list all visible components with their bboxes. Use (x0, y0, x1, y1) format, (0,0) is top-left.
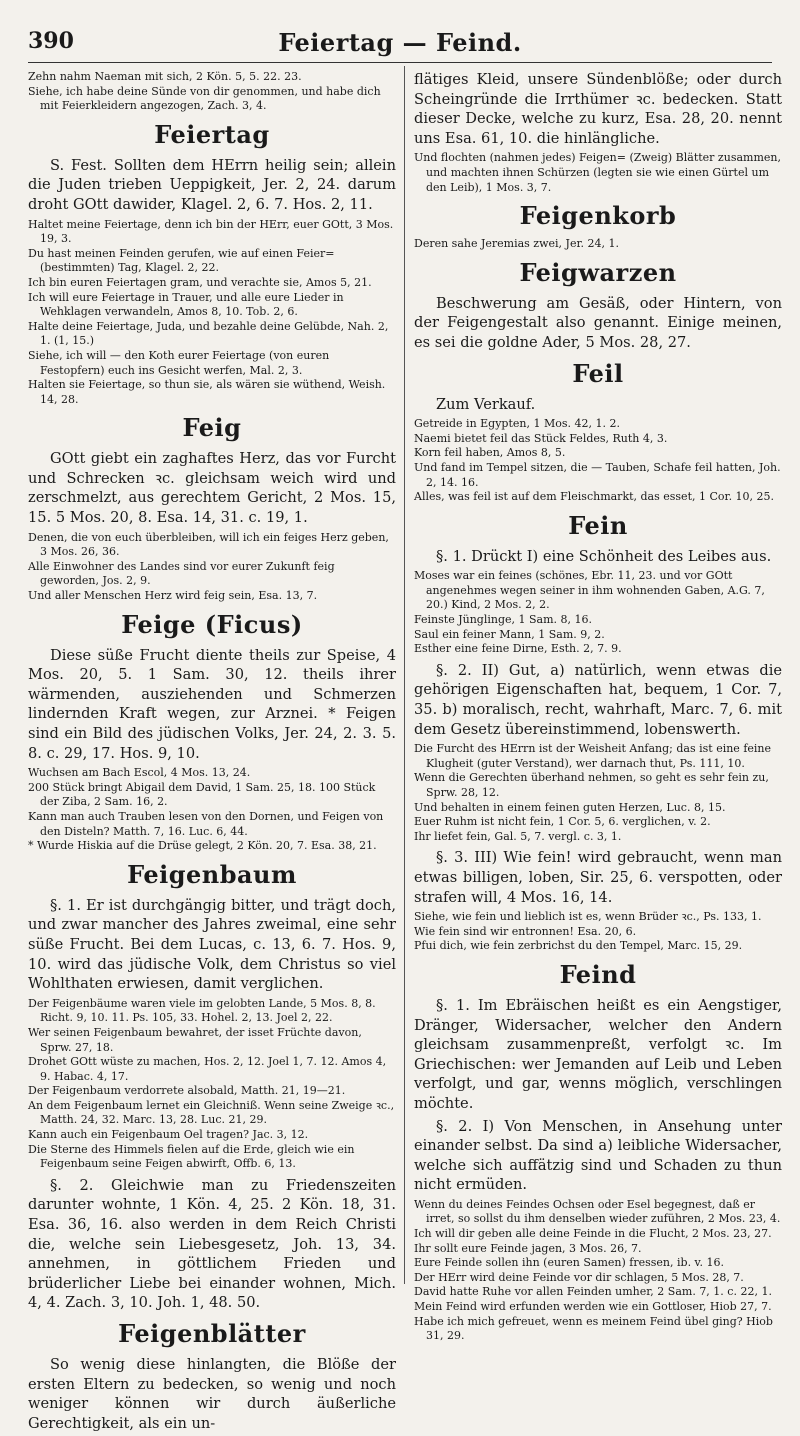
citation-line: Kann auch ein Feigenbaum Oel tragen? Jac. 3, 12. (28, 1128, 309, 1142)
citation-line: 200 Stück bringt Abigail dem David, 1 Sam. 25, 18. 100 Stück der Ziba, 2 Sam. 16, 2. (28, 780, 376, 809)
citation-line: Der Feigenbäume waren viele im gelobten Lande, 5 Mos. 8, 8. Richt. 9, 10. 11. Ps. 105, 33. Hohel. 2, 13. Joel 2, 22. (28, 996, 376, 1025)
citation-line: Drohet GOtt wüste zu machen, Hos. 2, 12. Joel 1, 7. 12. Amos 4, 9. Habac. 4, 17. (28, 1055, 387, 1083)
citation-line: Ich will dir geben alle deine Feinde in die Flucht, 2 Mos. 23, 27. (414, 1227, 772, 1241)
entry-paragraph: §. 3. III) Wie fein! wird gebraucht, wenn man etwas billigen, loben, Sir. 25, 6. verspotten, oder strafen will, 4 Mos. 16, 14. (414, 849, 782, 906)
citation-line: Und fand im Tempel sitzen, die — Tauben, Schafe feil hatten, Joh. 2, 14. 16. (414, 460, 781, 489)
entry-paragraph: §. 2. I) Von Menschen, in Ansehung unter einander selbst. Da sind a) leibliche Widersacher, welche sich auffätzig sind und Schaden zu thun nicht ermüden. (414, 1117, 782, 1194)
column-divider (404, 66, 405, 1284)
entry-heading: Feigwarzen (519, 257, 677, 287)
citation-line: Die Sterne des Himmels fielen auf die Erde, gleich wie ein Feigenbaum seine Feigen abwirft, Offb. 6, 13. (28, 1142, 355, 1171)
entry-paragraph: Zum Verkauf. (436, 395, 536, 413)
citation-line: Saul ein feiner Mann, 1 Sam. 9, 2. (414, 627, 605, 641)
citation-line: Wenn die Gerechten überhand nehmen, so geht es sehr fein zu, Sprw. 28, 12. (414, 771, 769, 799)
entry-heading: Feige (Ficus) (121, 609, 303, 639)
citation-line: Getreide in Egypten, 1 Mos. 42, 1. 2. (414, 417, 620, 431)
citation-line: An dem Feigenbaum lernet ein Gleichniß. Wenn seine Zweige ꝛc., Matth. 24, 32. Marc. 13, 28. Luc. 21, 29. (28, 1098, 395, 1127)
citation-line: Ich will eure Feiertage in Trauer, und alle eure Lieder in Wehklagen verwandeln, Amos 8, 10. Tob. 2, 6. (28, 290, 344, 319)
citation-line: Kann man auch Trauben lesen von den Dornen, und Feigen von den Disteln? Matth. 7, 16. Luc. 6, 44. (28, 809, 384, 838)
citation-line: Halten sie Feiertage, so thun sie, als wären sie wüthend, Weish. 14, 28. (28, 378, 386, 406)
entry-paragraph: §. 2. Gleichwie man zu Friedenszeiten darunter wohnte, 1 Kön. 4, 25. 2 Kön. 18, 31. Esa. 36, 16. also werden in dem Reich Christi die, welche sein Liebesgesetz, Joh. 13, 34. annehmen, in göttlichem Frieden und brüderlicher Liebe bei einander wohnen, Mich. 4, 4. Zach. 3, 10. Joh. 1, 48. 50. (28, 1176, 396, 1312)
right-column (414, 70, 782, 1344)
header-rule (28, 62, 772, 63)
entry-heading: Feiertag (154, 119, 270, 149)
citation-line: Moses war ein feines (schönes, Ebr. 11, 23. und vor GOtt angenehmes wegen seiner in ihm wohnenden Gaben, A.G. 7, 20.) Kind, 2 Mos. 2, 2. (414, 569, 765, 612)
citation-line: Du hast meinen Feinden gerufen, wie auf einen Feier= (bestimmten) Tag, Klagel. 2, 22. (28, 246, 335, 275)
citation-line: Siehe, wie fein und lieblich ist es, wenn Brüder ꝛc., Ps. 133, 1. (414, 910, 762, 924)
citation-line: Der HErr wird deine Feinde vor dir schlagen, 5 Mos. 28, 7. (414, 1270, 744, 1284)
citation-line: Halte deine Feiertage, Juda, und bezahle deine Gelübde, Nah. 2, 1. (1, 15.) (28, 319, 389, 348)
citation-line: Siehe, ich habe deine Sünde von dir genommen, und habe dich mit Feierkleidern angezogen, Zach. 3, 4. (28, 84, 381, 113)
entry-paragraph: S. Fest. Sollten dem HErrn heilig sein; allein die Juden trieben Ueppigkeit, Jer. 2, 24. darum droht GOtt dawider, Klagel. 2, 6. 7. Hos. 2, 11. (28, 156, 396, 213)
entry-paragraph: Beschwerung am Gesäß, oder Hintern, von der Feigengestalt also genannt. Einige meinen, es sei die goldne Ader, 5 Mos. 28, 27. (414, 294, 782, 351)
entry-paragraph: Diese süße Frucht diente theils zur Speise, 4 Mos. 20, 5. 1 Sam. 30, 12. theils ihrer wärmenden, ausziehenden und Schmerzen lindernden Kraft wegen, zur Arznei. * Feigen sind ein Bild des jüdischen Volks, Jer. 24, 2. 3. 5. 8. c. 29, 17. Hos. 9, 10. (28, 646, 396, 762)
citation-line: Siehe, ich will — den Koth eurer Feiertage (von euren Festopfern) euch ins Gesicht werfen, Mal. 2, 3. (28, 348, 330, 377)
citation-line: Eure Feinde sollen ihn (euren Samen) fressen, ib. v. 16. (414, 1256, 724, 1270)
page-header (0, 0, 800, 62)
citation-line: Ihr liefet fein, Gal. 5, 7. vergl. c. 3, 1. (414, 829, 622, 843)
citation-line: Und flochten (nahmen jedes) Feigen= (Zweig) Blätter zusammen, und machten ihnen Schürzen (legten sie wie einen Gürtel um den Leib), 1 Mos. 3, 7. (414, 151, 781, 194)
entry-heading: Feigenblätter (118, 1319, 306, 1348)
entry-heading: Feil (572, 358, 624, 388)
entry-paragraph: §. 2. II) Gut, a) natürlich, wenn etwas die gehörigen Eigenschaften hat, bequem, 1 Cor. 7, 35. b) moralisch, recht, wahrhaft, Marc. 7, 6. mit dem Gesetz übereinstimmend, lobenswerth. (414, 661, 782, 738)
entry-heading: Feig (182, 413, 242, 443)
citation-line: Naemi bietet feil das Stück Feldes, Ruth 4, 3. (414, 431, 668, 445)
citation-line: David hatte Ruhe vor allen Feinden umher, 2 Sam. 7, 1. c. 22, 1. (414, 1285, 772, 1299)
citation-line: Denen, die von euch überbleiben, will ich ein feiges Herz geben, 3 Mos. 26, 36. (28, 530, 389, 559)
citation-line: Wie fein sind wir entronnen! Esa. 20, 6. (414, 924, 637, 938)
citation-line: Zehn nahm Naeman mit sich, 2 Kön. 5, 5. 22. 23. (28, 70, 302, 83)
left-column (28, 70, 396, 1436)
citation-line: Und behalten in einem feinen guten Herzen, Luc. 8, 15. (414, 800, 726, 814)
running-head: Feiertag — Feind. (278, 28, 522, 57)
citation-line: Mein Feind wird erfunden werden wie ein Gottloser, Hiob 27, 7. (414, 1300, 772, 1314)
entry-heading: Feigenbaum (127, 859, 297, 889)
citation-line: Feinste Jünglinge, 1 Sam. 8, 16. (414, 613, 592, 627)
citation-line: Wuchsen am Bach Escol, 4 Mos. 13, 24. (28, 766, 251, 780)
citation-line: Korn feil haben, Amos 8, 5. (414, 446, 566, 460)
citation-line: Euer Ruhm ist nicht fein, 1 Cor. 5, 6. verglichen, v. 2. (414, 815, 711, 829)
entry-paragraph: §. 1. Drückt I) eine Schönheit des Leibes aus. (436, 547, 772, 565)
entry-paragraph: flätiges Kleid, unsere Sündenblöße; oder durch Scheingründe die Irrthümer ꝛc. bedecken. Statt dieser Decke, welche zu kurz, Esa. 28, 20. nennt uns Esa. 61, 10. die hinlängliche. (414, 71, 782, 147)
citation-line: * Wurde Hiskia auf die Drüse gelegt, 2 Kön. 20, 7. Esa. 38, 21. (28, 839, 377, 853)
citation-line: Deren sahe Jeremias zwei, Jer. 24, 1. (414, 237, 619, 251)
entry-heading: Feind (559, 959, 637, 989)
citation-line: Und aller Menschen Herz wird feig sein, Esa. 13, 7. (28, 589, 318, 603)
citation-line: Ich bin euren Feiertagen gram, und verachte sie, Amos 5, 21. (28, 275, 372, 289)
citation-line: Habe ich mich gefreuet, wenn es meinem Feind übel ging? Hiob 31, 29. (414, 1314, 773, 1343)
entry-heading: Fein (568, 510, 628, 540)
citation-line: Wenn du deines Feindes Ochsen oder Esel begegnest, daß er irret, so sollst du ihm denselben wieder zuführen, 2 Mos. 23, 4. (414, 1197, 781, 1226)
citation-line: Pfui dich, wie fein zerbrichst du den Tempel, Marc. 15, 29. (414, 939, 743, 953)
citation-line: Wer seinen Feigenbaum bewahret, der isset Früchte davon, Sprw. 27, 18. (28, 1025, 362, 1054)
entry-paragraph: So wenig diese hinlangten, die Blöße der ersten Eltern zu bedecken, so wenig und noch weniger können wir durch äußerliche Gerechtigkeit, als ein un- (28, 1356, 396, 1432)
citation-line: Die Furcht des HErrn ist der Weisheit Anfang; das ist eine feine Klugheit (guter Verstand), wer darnach thut, Ps. 111, 10. (414, 742, 772, 770)
citation-line: Der Feigenbaum verdorrete alsobald, Matth. 21, 19—21. (28, 1084, 346, 1098)
entry-paragraph: GOtt giebt ein zaghaftes Herz, das vor Furcht und Schrecken ꝛc. gleichsam weich wird und zerschmelzt, aus gerechtem Gericht, 2 Mos. 15, 15. 5 Mos. 20, 8. Esa. 14, 31. c. 19, 1. (28, 450, 396, 527)
citation-line: Haltet meine Feiertage, denn ich bin der HErr, euer GOtt, 3 Mos. 19, 3. (28, 217, 394, 246)
citation-line: Ihr sollt eure Feinde jagen, 3 Mos. 26, 7. (414, 1241, 642, 1255)
citation-line: Alles, was feil ist auf dem Fleischmarkt, das esset, 1 Cor. 10, 25. (414, 490, 775, 504)
citation-line: Alle Einwohner des Landes sind vor eurer Zukunft feig geworden, Jos. 2, 9. (28, 559, 335, 588)
entry-paragraph: §. 1. Im Ebräischen heißt es ein Aengstiger, Dränger, Widersacher, welcher den Andern gleichsam zusammenpreßt, verfolgt ꝛc. Im Griechischen: wer Jemanden auf Leib und Leben verfolgt, und gar, wenns möglich, verschlingen möchte. (414, 996, 782, 1112)
page-number: 390 (28, 28, 74, 54)
entry-paragraph: §. 1. Er ist durchgängig bitter, und trägt doch, und zwar mancher des Jahres zweimal, eine sehr süße Frucht. Bei dem Lucas, c. 13, 6. 7. Hos. 9, 10. wird das jüdische Volk, dem Christus so viel Wohlthaten erwiesen, damit verglichen. (28, 896, 396, 993)
entry-heading: Feigenkorb (519, 201, 677, 231)
citation-line: Esther eine feine Dirne, Esth. 2, 7. 9. (414, 642, 622, 656)
